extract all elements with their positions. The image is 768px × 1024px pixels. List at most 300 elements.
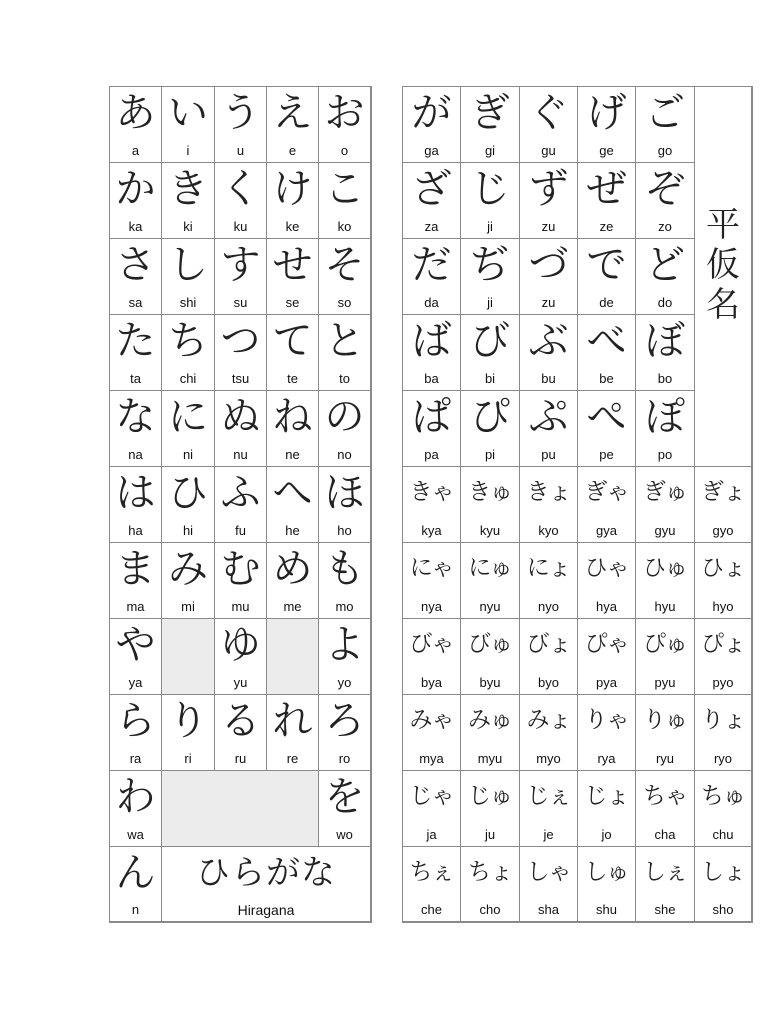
- romaji-label: n: [131, 902, 140, 917]
- romaji-label: ro: [338, 751, 351, 766]
- kana-cell-kya: [403, 467, 461, 543]
- romaji-label: ryu: [655, 751, 675, 766]
- kana-character: そ: [324, 242, 365, 288]
- kana-character: つ: [220, 318, 261, 364]
- kana-character: わ: [115, 774, 156, 820]
- kana-cell-nya: [403, 543, 461, 619]
- romaji-label: ju: [484, 827, 496, 842]
- kana-cell-chu: [695, 771, 752, 847]
- kanji-title-character: 平: [706, 205, 740, 245]
- kana-character: にゃ: [409, 555, 454, 581]
- kana-character: ま: [115, 546, 156, 592]
- kana-cell-pyo: [695, 619, 752, 695]
- romaji-label: go: [657, 143, 673, 158]
- romaji-label: je: [543, 827, 554, 842]
- kana-character: せ: [272, 242, 313, 288]
- kana-character: と: [324, 318, 365, 364]
- kana-cell-hi: [162, 467, 215, 543]
- kana-character: べ: [586, 318, 627, 364]
- romaji-label: su: [233, 295, 248, 310]
- kana-character: ぎょ: [701, 479, 745, 505]
- romaji-label: ja: [426, 827, 437, 842]
- kana-character: ぬ: [220, 394, 261, 440]
- kana-character: ぷ: [528, 394, 569, 440]
- kana-cell-za: [403, 163, 461, 239]
- kana-cell-u: [215, 87, 267, 163]
- kana-character: ほ: [324, 470, 365, 516]
- kana-character: ぎゃ: [584, 479, 629, 505]
- kana-cell-gi: [461, 87, 520, 163]
- romaji-label: ta: [130, 371, 141, 386]
- kana-character: び: [470, 318, 510, 364]
- kana-cell-ju: [461, 771, 520, 847]
- kana-cell-ya: [110, 619, 162, 695]
- kana-character: ちゅ: [701, 783, 745, 809]
- romaji-label: mu: [231, 599, 250, 614]
- kana-character: ぎゅ: [643, 479, 687, 505]
- kana-character: あ: [115, 90, 156, 136]
- kana-character: え: [272, 90, 313, 136]
- kana-character: て: [272, 318, 313, 364]
- kana-character: ざ: [411, 166, 452, 212]
- kana-cell-she: [636, 847, 695, 922]
- kana-cell-myu: [461, 695, 520, 771]
- kana-cell-zu: [520, 163, 578, 239]
- romaji-label: zu: [541, 219, 556, 234]
- kana-cell-ryu: [636, 695, 695, 771]
- kana-cell-a: [110, 87, 162, 163]
- kana-character: い: [168, 90, 208, 136]
- kana-cell-me: [267, 543, 319, 619]
- romaji-label: ki: [183, 219, 193, 234]
- romaji-label: myu: [477, 751, 503, 766]
- romaji-label: so: [337, 295, 352, 310]
- romaji-label: nyu: [479, 599, 501, 614]
- romaji-label: pyu: [654, 675, 676, 690]
- romaji-label: kyo: [538, 523, 559, 538]
- romaji-label: jo: [601, 827, 612, 842]
- kana-cell-mya: [403, 695, 461, 771]
- kana-cell-gu: [520, 87, 578, 163]
- kana-cell-se: [267, 239, 319, 315]
- kana-character: ん: [115, 850, 156, 896]
- romaji-label: gyo: [712, 523, 734, 538]
- kana-character: びゅ: [468, 631, 512, 657]
- romaji-label: ji: [487, 295, 493, 310]
- romaji-label: ku: [233, 219, 248, 234]
- romaji-label: mo: [335, 599, 354, 614]
- kana-character: ろ: [324, 698, 365, 744]
- kana-cell-zo: [636, 163, 695, 239]
- romaji-label: be: [599, 371, 614, 386]
- kana-cell-cho: [461, 847, 520, 922]
- kana-character: り: [168, 698, 208, 744]
- kana-character: みゃ: [409, 707, 454, 733]
- kana-character: お: [324, 90, 365, 136]
- romaji-label: hi: [182, 523, 194, 538]
- kana-character: げ: [586, 90, 627, 136]
- kana-character: りゅ: [643, 707, 687, 733]
- romaji-label: ha: [128, 523, 143, 538]
- kana-cell-bo: [636, 315, 695, 391]
- kana-cell-nyu: [461, 543, 520, 619]
- kanji-title-cell: [695, 87, 752, 467]
- kana-character: ぼ: [645, 318, 685, 364]
- kana-character: で: [586, 242, 627, 288]
- kana-character: だ: [411, 242, 452, 288]
- romaji-label: u: [236, 143, 245, 158]
- kana-character: ぴゅ: [643, 631, 687, 657]
- romaji-label: zu: [541, 295, 556, 310]
- kanji-title: [695, 205, 751, 325]
- kana-cell-be: [578, 315, 636, 391]
- romaji-label: o: [340, 143, 349, 158]
- kana-cell-mi: [162, 543, 215, 619]
- romaji-label: byu: [479, 675, 501, 690]
- kana-cell-nu: [215, 391, 267, 467]
- romaji-label: po: [657, 447, 673, 462]
- kana-character: りょ: [701, 707, 745, 733]
- romaji-label: ya: [128, 675, 143, 690]
- romaji-label: kyu: [479, 523, 501, 538]
- romaji-label: wa: [127, 827, 144, 842]
- romaji-label: no: [337, 447, 352, 462]
- romaji-label: sa: [128, 295, 143, 310]
- kana-cell-ru: [215, 695, 267, 771]
- romaji-label: pyo: [712, 675, 734, 690]
- romaji-label: chu: [712, 827, 734, 842]
- romaji-label: cha: [654, 827, 676, 842]
- kana-cell-kyo: [520, 467, 578, 543]
- romaji-label: gyu: [654, 523, 676, 538]
- kana-cell-ji: [461, 163, 520, 239]
- kana-cell-shi: [162, 239, 215, 315]
- kana-cell-to: [319, 315, 371, 391]
- romaji-label: ge: [599, 143, 614, 158]
- romaji-label: bi: [484, 371, 496, 386]
- kana-cell-byo: [520, 619, 578, 695]
- kana-cell-n: [110, 847, 162, 922]
- kana-cell-po: [636, 391, 695, 467]
- romaji-label: ho: [337, 523, 352, 538]
- kana-cell-kyu: [461, 467, 520, 543]
- kana-character: ぶ: [528, 318, 569, 364]
- kana-character: ぽ: [645, 394, 685, 440]
- kana-character: が: [411, 90, 452, 136]
- romaji-label: ne: [285, 447, 300, 462]
- romaji-label: me: [283, 599, 302, 614]
- kana-character: よ: [324, 622, 365, 668]
- kana-cell-ni: [162, 391, 215, 467]
- romaji-label: ka: [128, 219, 143, 234]
- kana-cell-na: [110, 391, 162, 467]
- kana-cell-ro: [319, 695, 371, 771]
- blank-cell: [162, 619, 215, 695]
- kana-cell-byu: [461, 619, 520, 695]
- kana-cell-mu: [215, 543, 267, 619]
- kana-character: びゃ: [409, 631, 454, 657]
- kana-cell-wo: [319, 771, 371, 847]
- kana-character: ぴゃ: [584, 631, 629, 657]
- kana-cell-su: [215, 239, 267, 315]
- romaji-label: gu: [541, 143, 556, 158]
- kana-character: ば: [411, 318, 452, 364]
- kana-character: ぢ: [470, 242, 510, 288]
- romaji-label: ko: [337, 219, 352, 234]
- kana-character: も: [324, 546, 365, 592]
- romaji-label: sho: [712, 902, 734, 917]
- romaji-label: hyo: [712, 599, 734, 614]
- kana-cell-gya: [578, 467, 636, 543]
- blank-cell: [162, 771, 319, 847]
- kana-cell-ba: [403, 315, 461, 391]
- kana-character: しゅ: [584, 859, 629, 885]
- kana-character: ち: [168, 318, 208, 364]
- romaji-label: she: [654, 902, 676, 917]
- romaji-label: za: [424, 219, 439, 234]
- kana-character: きょ: [526, 479, 571, 505]
- romaji-label: hya: [596, 599, 617, 614]
- romaji-label: yu: [233, 675, 248, 690]
- kana-character: きゅ: [468, 479, 512, 505]
- romaji-label: ga: [424, 143, 439, 158]
- kana-cell-tsu: [215, 315, 267, 391]
- hiragana-title: ひらがな: [196, 853, 336, 893]
- kana-character: す: [220, 242, 261, 288]
- romaji-label: gi: [484, 143, 496, 158]
- kana-character: きゃ: [409, 479, 454, 505]
- kana-cell-mo: [319, 543, 371, 619]
- romaji-label: to: [339, 371, 350, 386]
- kana-cell-hyo: [695, 543, 752, 619]
- romaji-label: chi: [179, 371, 197, 386]
- kana-cell-pya: [578, 619, 636, 695]
- kana-character: ぺ: [586, 394, 627, 440]
- kana-character: にゅ: [468, 555, 512, 581]
- kana-character: こ: [324, 166, 365, 212]
- kana-cell-gyo: [695, 467, 752, 543]
- romaji-label: pa: [424, 447, 439, 462]
- kana-cell-ra: [110, 695, 162, 771]
- kana-cell-ka: [110, 163, 162, 239]
- kana-cell-yo: [319, 619, 371, 695]
- kana-character: る: [220, 698, 261, 744]
- kana-character: にょ: [526, 555, 571, 581]
- kana-character: みょ: [526, 707, 571, 733]
- kanji-title-character: 仮: [706, 245, 740, 285]
- kana-cell-ji: [461, 239, 520, 315]
- romaji-label: pu: [541, 447, 556, 462]
- kana-character: ぎ: [470, 90, 510, 136]
- kana-character: ちゃ: [643, 783, 687, 809]
- kana-character: た: [115, 318, 156, 364]
- kana-character: ぞ: [645, 166, 685, 212]
- kana-character: しぇ: [643, 859, 687, 885]
- romaji-label: bo: [657, 371, 673, 386]
- kana-character: りゃ: [584, 707, 629, 733]
- kana-character: ぜ: [586, 166, 627, 212]
- romaji-label: a: [131, 143, 140, 158]
- kana-character: ぐ: [528, 90, 569, 136]
- romaji-label: fu: [235, 523, 246, 538]
- romaji-label: re: [286, 751, 299, 766]
- kana-cell-he: [267, 467, 319, 543]
- kana-cell-hyu: [636, 543, 695, 619]
- kana-character: め: [272, 546, 313, 592]
- kana-character: ぴ: [470, 394, 510, 440]
- kana-character: じ: [470, 166, 510, 212]
- kana-cell-de: [578, 239, 636, 315]
- kana-character: は: [115, 470, 156, 516]
- kana-character: じゅ: [468, 783, 512, 809]
- romaji-label: kya: [421, 523, 442, 538]
- kana-cell-wa: [110, 771, 162, 847]
- kana-cell-go: [636, 87, 695, 163]
- hiragana-title-romaji: Hiragana: [237, 902, 295, 918]
- kana-cell-i: [162, 87, 215, 163]
- kana-character: に: [168, 394, 208, 440]
- kana-character: き: [168, 166, 208, 212]
- kana-character: み: [168, 546, 208, 592]
- kana-character: を: [324, 774, 365, 820]
- romaji-label: ke: [285, 219, 300, 234]
- kana-cell-pyu: [636, 619, 695, 695]
- romaji-label: pi: [484, 447, 496, 462]
- kana-cell-pu: [520, 391, 578, 467]
- romaji-label: byo: [538, 675, 559, 690]
- romaji-label: ru: [234, 751, 247, 766]
- romaji-label: gya: [596, 523, 617, 538]
- kana-character: びょ: [526, 631, 571, 657]
- romaji-label: ra: [129, 751, 142, 766]
- romaji-label: nu: [233, 447, 248, 462]
- romaji-label: te: [287, 371, 298, 386]
- romaji-label: ze: [599, 219, 614, 234]
- kana-cell-pe: [578, 391, 636, 467]
- romaji-label: wo: [336, 827, 353, 842]
- romaji-label: shi: [179, 295, 197, 310]
- kana-cell-te: [267, 315, 319, 391]
- kana-character: しゃ: [526, 859, 571, 885]
- kana-character: ぱ: [411, 394, 452, 440]
- romaji-label: mya: [419, 751, 444, 766]
- kana-character: や: [115, 622, 156, 668]
- kana-character: ね: [272, 394, 313, 440]
- kana-character: ひゅ: [643, 555, 687, 581]
- kana-cell-bi: [461, 315, 520, 391]
- kana-cell-hya: [578, 543, 636, 619]
- romaji-label: i: [186, 143, 190, 158]
- kana-cell-cha: [636, 771, 695, 847]
- romaji-label: de: [599, 295, 614, 310]
- kana-cell-nyo: [520, 543, 578, 619]
- kana-cell-zu: [520, 239, 578, 315]
- kana-character: づ: [528, 242, 569, 288]
- kana-character: ら: [115, 698, 156, 744]
- kana-cell-je: [520, 771, 578, 847]
- kana-character: じぇ: [526, 783, 571, 809]
- kana-cell-o: [319, 87, 371, 163]
- romaji-label: mi: [181, 599, 195, 614]
- kana-character: ちょ: [468, 859, 512, 885]
- kana-character: へ: [272, 470, 313, 516]
- kana-cell-ge: [578, 87, 636, 163]
- kana-cell-ki: [162, 163, 215, 239]
- kana-cell-ke: [267, 163, 319, 239]
- kana-cell-rya: [578, 695, 636, 771]
- kana-cell-myo: [520, 695, 578, 771]
- romaji-label: ma: [126, 599, 145, 614]
- kana-cell-no: [319, 391, 371, 467]
- kana-cell-ja: [403, 771, 461, 847]
- romaji-label: na: [128, 447, 143, 462]
- kana-character: じょ: [584, 783, 629, 809]
- kana-character: ご: [645, 90, 685, 136]
- kana-character: ちぇ: [409, 859, 454, 885]
- kana-cell-jo: [578, 771, 636, 847]
- kana-cell-pi: [461, 391, 520, 467]
- romaji-label: pe: [599, 447, 614, 462]
- romaji-label: se: [285, 295, 300, 310]
- kana-cell-pa: [403, 391, 461, 467]
- kana-cell-ko: [319, 163, 371, 239]
- kana-character: さ: [115, 242, 156, 288]
- romaji-label: ri: [184, 751, 192, 766]
- kana-character: れ: [272, 698, 313, 744]
- kana-cell-so: [319, 239, 371, 315]
- romaji-label: shu: [596, 902, 617, 917]
- kana-character: の: [324, 394, 365, 440]
- kana-character: ひ: [168, 470, 208, 516]
- romaji-label: e: [288, 143, 297, 158]
- romaji-label: bu: [541, 371, 556, 386]
- kana-character: ぴょ: [701, 631, 745, 657]
- kana-character: む: [220, 546, 261, 592]
- kanji-title-character: 名: [706, 285, 740, 325]
- romaji-label: nyo: [538, 599, 559, 614]
- romaji-label: pya: [596, 675, 617, 690]
- kana-cell-bya: [403, 619, 461, 695]
- romaji-label: ryo: [713, 751, 733, 766]
- kana-character: みゅ: [468, 707, 512, 733]
- kana-cell-ma: [110, 543, 162, 619]
- kana-cell-shu: [578, 847, 636, 922]
- kana-cell-e: [267, 87, 319, 163]
- kana-cell-ze: [578, 163, 636, 239]
- romaji-label: zo: [658, 219, 672, 234]
- romaji-label: ba: [424, 371, 439, 386]
- kana-character: しょ: [701, 859, 745, 885]
- romaji-label: tsu: [231, 371, 250, 386]
- hiragana-title-cell: [162, 847, 371, 922]
- kana-cell-ryo: [695, 695, 752, 771]
- kana-cell-da: [403, 239, 461, 315]
- romaji-label: da: [424, 295, 439, 310]
- kana-cell-do: [636, 239, 695, 315]
- kana-character: ふ: [220, 470, 261, 516]
- blank-cell: [267, 619, 319, 695]
- kana-cell-ta: [110, 315, 162, 391]
- romaji-label: ni: [182, 447, 194, 462]
- kana-character: く: [220, 166, 261, 212]
- kana-character: な: [115, 394, 156, 440]
- romaji-label: sha: [538, 902, 559, 917]
- kana-character: か: [115, 166, 156, 212]
- romaji-label: yo: [337, 675, 352, 690]
- kana-cell-ha: [110, 467, 162, 543]
- romaji-label: myo: [536, 751, 561, 766]
- romaji-label: cho: [479, 902, 501, 917]
